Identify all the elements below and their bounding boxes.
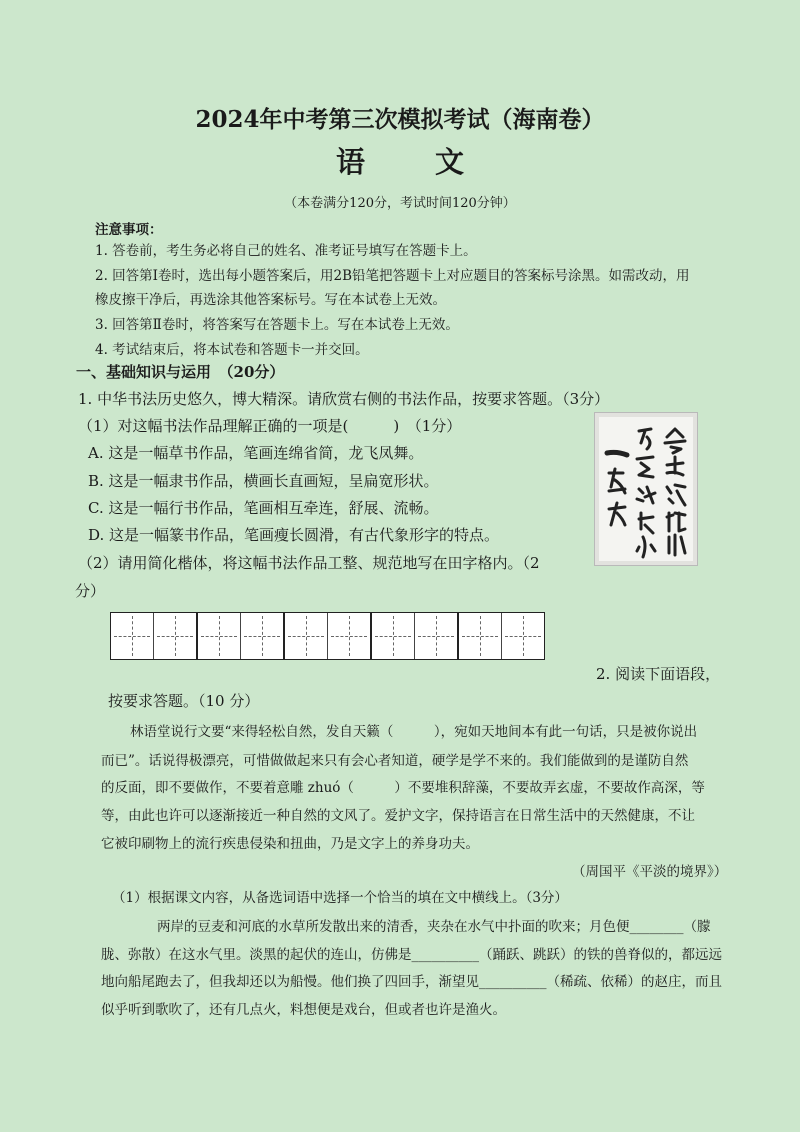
grid-cell[interactable] xyxy=(285,613,328,659)
grid-block xyxy=(371,612,458,660)
passage-line: 两岸的豆麦和河底的水草所发散出来的清香，夹杂在水气中扑面的吹来；月色便________（朦 xyxy=(157,919,711,935)
paragraph-line: 它被印刷物上的流行疾患侵染和扭曲，乃是文字上的养身功夫。 xyxy=(101,836,479,852)
grid-cell[interactable] xyxy=(111,613,154,659)
grid-cell[interactable] xyxy=(154,613,196,659)
q2-stem-left: 按要求答题。（10 分） xyxy=(108,692,260,710)
q1-sub2-line1: （2）请用简化楷体，将这幅书法作品工整、规范地写在田字格内。（2 xyxy=(78,554,540,572)
passage-line: 似乎听到歌吹了，还有几点火，料想便是戏台，但或者也许是渔火。 xyxy=(101,1002,506,1018)
q1-sub1: （1）对这幅书法作品理解正确的一项是( ) （1分） xyxy=(78,417,462,435)
grid-cell[interactable] xyxy=(241,613,283,659)
section-heading: 一、基础知识与运用 （20分） xyxy=(76,363,285,381)
exam-title: 2024年中考第三次模拟考试（海南卷） xyxy=(195,106,605,133)
grid-cell[interactable] xyxy=(415,613,457,659)
option-c: C. 这是一幅行书作品，笔画相互牵连，舒展、流畅。 xyxy=(88,499,439,517)
notes-heading: 注意事项： xyxy=(95,222,163,238)
grid-block xyxy=(284,612,371,660)
calligraphy-artwork xyxy=(594,412,698,566)
grid-cell[interactable] xyxy=(372,613,415,659)
option-b: B. 这是一幅隶书作品，横画长直画短，呈扁宽形状。 xyxy=(88,472,439,490)
paragraph-line: 林语堂说行文要“来得轻松自然，发自天籁（ ），宛如天地间本有此一句话，只是被你说出 xyxy=(130,724,698,740)
writing-grid[interactable] xyxy=(110,612,545,660)
q2-sub1: （1）根据课文内容，从备选词语中选择一个恰当的填在文中横线上。（3分） xyxy=(112,890,568,906)
option-a: A. 这是一幅草书作品，笔画连绵省简，龙飞凤舞。 xyxy=(88,444,424,462)
option-d: D. 这是一幅篆书作品，笔画瘦长圆滑，有古代象形字的特点。 xyxy=(88,526,500,544)
grid-cell[interactable] xyxy=(328,613,370,659)
note-item: 1. 答卷前，考生务必将自己的姓名、准考证号填写在答题卡上。 xyxy=(95,243,477,259)
grid-cell[interactable] xyxy=(459,613,502,659)
paragraph-line: 的反面，即不要做作，不要着意雕 zhuó（ ）不要堆积辞藻，不要故弄玄虚，不要故作高深，等 xyxy=(101,780,705,796)
note-item: 2. 回答第Ⅰ卷时，选出每小题答案后，用2B铅笔把答题卡上对应题目的答案标号涂黑。如需改动，用 xyxy=(95,268,690,284)
q1-stem: 1. 中华书法历史悠久，博大精深。请欣赏右侧的书法作品，按要求答题。（3分） xyxy=(78,390,610,408)
score-line: （本卷满分120分，考试时间120分钟） xyxy=(284,196,516,211)
note-item: 橡皮擦干净后，再选涂其他答案标号。写在本试卷上无效。 xyxy=(95,292,446,308)
passage-line: 胧、弥散）在这水气里。淡黑的起伏的连山，仿佛是__________（踊跃、跳跃）的铁的兽脊似的，都远远 xyxy=(101,947,722,963)
source-citation: （周国平《平淡的境界》） xyxy=(572,864,728,880)
grid-block xyxy=(110,612,197,660)
calligraphy-strokes xyxy=(595,413,697,565)
note-item: 4. 考试结束后，将本试卷和答题卡一并交回。 xyxy=(95,342,369,358)
q1-sub2-line2: 分） xyxy=(75,582,106,600)
paragraph-line: 而已”。话说得极漂亮，可惜做做起来只有会心者知道，硬学是学不来的。我们能做到的是谨防自然 xyxy=(101,753,689,769)
passage-line: 地向船尾跑去了，但我却还以为船慢。他们换了四回手，渐望见__________（稀疏、依稀）的赵庄，而且 xyxy=(101,974,722,990)
note-item: 3. 回答第Ⅱ卷时，将答案写在答题卡上。写在本试卷上无效。 xyxy=(95,317,459,333)
grid-block xyxy=(197,612,284,660)
grid-cell[interactable] xyxy=(502,613,544,659)
q2-stem-right: 2. 阅读下面语段， xyxy=(596,665,721,683)
paragraph-line: 等，由此也许可以逐渐接近一种自然的文风了。爱护文字，保持语言在日常生活中的天然健康，不让 xyxy=(101,808,695,824)
grid-block xyxy=(458,612,545,660)
subject-title: 语 文 xyxy=(335,145,495,179)
grid-cell[interactable] xyxy=(198,613,241,659)
